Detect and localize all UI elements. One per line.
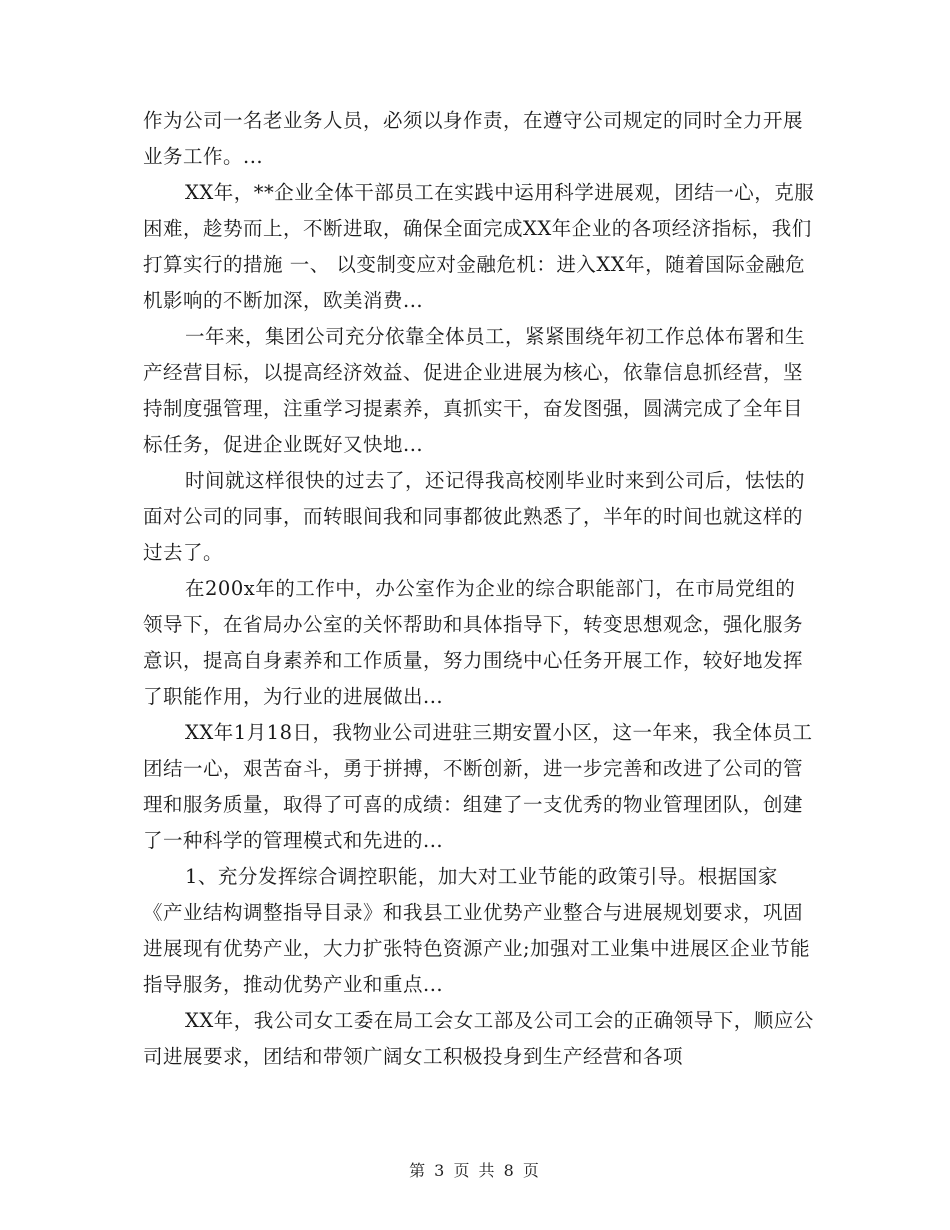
page-number-footer: 第 3 页 共 8 页: [409, 1161, 541, 1180]
paragraph-3: 一年来，集团公司充分依靠全体员工，紧紧围绕年初工作总体布署和生产经营目标，以提高经济效益、促进企业进展为核心，依靠信息抓经营，坚持制度强管理，注重学习提素养，真抓实干，奋发图强，圆满完成了全年目标任务，促进企业既好又快地...: [143, 325, 806, 456]
paragraph-1: 作为公司一名老业务人员，必须以身作责，在遵守公司规定的同时全力开展业务工作。...: [143, 109, 804, 168]
paragraph-5: 在200x年的工作中，办公室作为企业的综合职能部门，在市局党组的领导下，在省局办公室的关怀帮助和具体指导下，转变思想观念，强化服务意识，提高自身素养和工作质量，努力围绕中心任务开展工作，较好地发挥了职能作用，为行业的进展做出...: [143, 577, 804, 708]
paragraph-4: 时间就这样很快的过去了，还记得我高校刚毕业时来到公司后，怯怯的面对公司的同事，而转眼间我和同事都彼此熟悉了，半年的时间也就这样的过去了。: [143, 469, 806, 564]
paragraph-8: XX年，我公司女工委在局工会女工部及公司工会的正确领导下，顺应公司进展要求，团结和带领广阔女工积极投身到生产经营和各项: [143, 1009, 814, 1068]
paragraph-2: XX年，**企业全体干部员工在实践中运用科学进展观，团结一心，克服困难，趁势而上，不断进取，确保全面完成XX年企业的各项经济指标，我们打算实行的措施 一、 以变制变应对金融危机：进入XX年，随着国际金融危机影响的不断加深，欧美消费...: [143, 181, 815, 312]
document-body: [143, 103, 815, 1075]
paragraph-6: XX年1月18日，我物业公司进驻三期安置小区，这一年来，我全体员工团结一心，艰苦奋斗，勇于拼搏，不断创新，进一步完善和改进了公司的管理和服务质量，取得了可喜的成绩：组建了一支优秀的物业管理团队，创建了一种科学的管理模式和先进的...: [143, 721, 813, 852]
paragraph-7: 1、充分发挥综合调控职能，加大对工业节能的政策引导。根据国家《产业结构调整指导目录》和我县工业优势产业整合与进展规划要求，巩固进展现有优势产业，大力扩张特色资源产业;加强对工业集中进展区企业节能指导服务，推动优势产业和重点...: [143, 865, 811, 996]
